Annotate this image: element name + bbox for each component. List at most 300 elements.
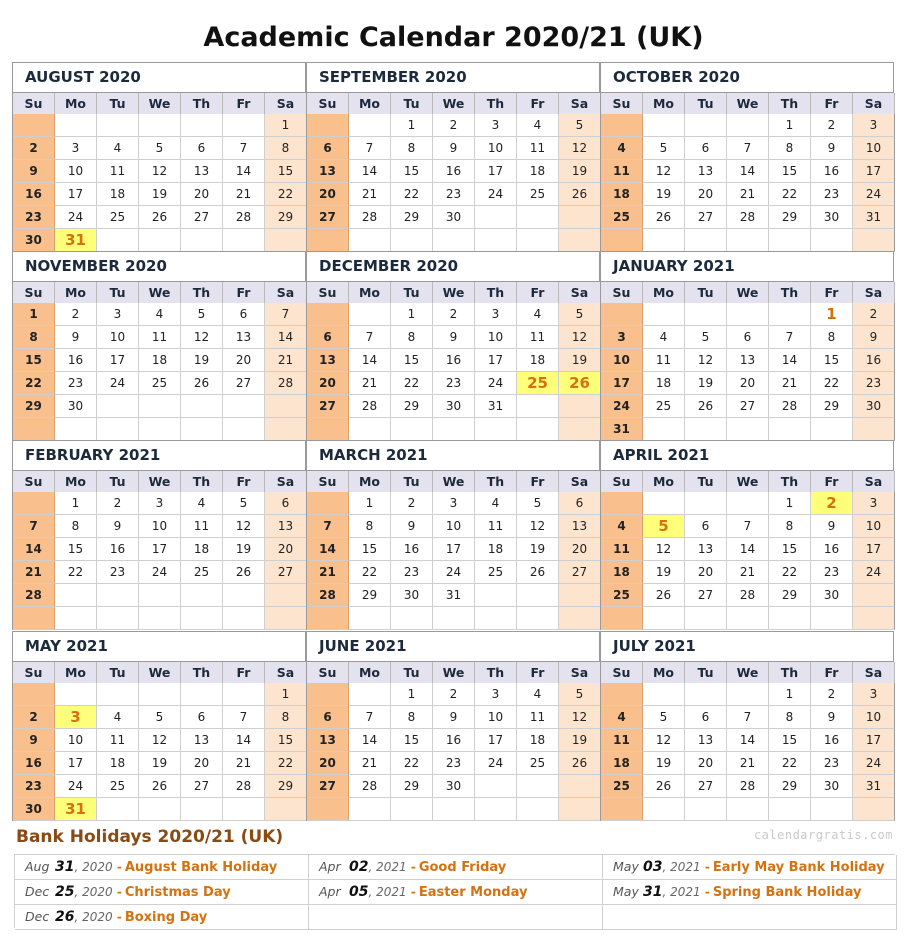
weekday-label: Sa	[265, 662, 307, 684]
day-cell: 20	[181, 752, 223, 775]
day-cell: 8	[55, 515, 97, 538]
week-row	[307, 372, 600, 395]
day-cell: 7	[349, 326, 391, 349]
bank-holiday-row	[15, 905, 309, 930]
day-cell: 26	[643, 584, 685, 607]
day-cell: 7	[727, 706, 769, 729]
bank-holiday-row	[309, 905, 603, 930]
empty-day-cell	[265, 584, 307, 607]
empty-day-cell	[475, 206, 517, 229]
day-cell: 24	[601, 395, 643, 418]
day-cell: 17	[433, 538, 475, 561]
day-cell: 24	[55, 775, 97, 798]
empty-day-cell	[181, 607, 223, 630]
day-cell: 30	[55, 395, 97, 418]
empty-day-cell	[769, 229, 811, 252]
day-cell: 4	[601, 515, 643, 538]
day-cell: 5	[643, 515, 685, 538]
day-cell: 3	[97, 303, 139, 326]
week-row	[307, 114, 600, 137]
day-cell: 17	[55, 752, 97, 775]
empty-day-cell	[559, 775, 601, 798]
weekday-label: Su	[601, 93, 643, 115]
week-row	[13, 418, 306, 441]
empty-day-cell	[349, 683, 391, 706]
week-row	[601, 492, 894, 515]
day-cell: 25	[475, 561, 517, 584]
month-name: JUNE 2021	[307, 632, 600, 661]
weekday-label: Tu	[391, 471, 433, 493]
day-cell: 24	[139, 561, 181, 584]
day-cell: 5	[559, 683, 601, 706]
empty-day-cell	[685, 492, 727, 515]
day-cell: 10	[97, 326, 139, 349]
day-cell: 13	[181, 729, 223, 752]
day-cell: 11	[181, 515, 223, 538]
day-cell: 2	[13, 706, 55, 729]
holiday-separator: -	[700, 885, 710, 899]
week-row	[601, 683, 894, 706]
day-cell: 22	[769, 183, 811, 206]
weekday-label: Su	[601, 662, 643, 684]
empty-day-cell	[769, 607, 811, 630]
week-row	[307, 303, 600, 326]
week-row	[13, 206, 306, 229]
day-cell: 25	[139, 372, 181, 395]
day-cell: 28	[349, 775, 391, 798]
month-name: MARCH 2021	[307, 441, 600, 470]
weekday-label: Tu	[97, 282, 139, 304]
day-cell: 22	[769, 752, 811, 775]
weekday-label: Sa	[265, 471, 307, 493]
day-cell: 5	[181, 303, 223, 326]
empty-day-cell	[853, 798, 895, 821]
day-cell: 13	[307, 349, 349, 372]
weekday-label: We	[433, 471, 475, 493]
day-cell: 21	[727, 561, 769, 584]
day-cell: 13	[685, 729, 727, 752]
empty-day-cell	[643, 418, 685, 441]
bank-holiday-row	[603, 855, 897, 880]
weekday-label: Fr	[811, 282, 853, 304]
day-cell: 10	[853, 137, 895, 160]
day-cell: 18	[517, 160, 559, 183]
week-row	[601, 114, 894, 137]
week-row	[13, 584, 306, 607]
empty-day-cell	[475, 418, 517, 441]
day-cell: 9	[433, 137, 475, 160]
day-cell: 6	[685, 515, 727, 538]
day-cell: 24	[475, 183, 517, 206]
weekday-label: Sa	[265, 282, 307, 304]
holiday-year: , 2021	[368, 860, 407, 874]
day-cell: 9	[391, 515, 433, 538]
day-cell: 27	[727, 395, 769, 418]
empty-day-cell	[181, 798, 223, 821]
day-cell: 2	[811, 492, 853, 515]
day-cell: 23	[55, 372, 97, 395]
day-cell: 11	[97, 729, 139, 752]
empty-day-cell	[475, 798, 517, 821]
day-cell: 26	[517, 561, 559, 584]
weekday-label: Th	[475, 282, 517, 304]
day-cell: 5	[559, 114, 601, 137]
day-cell: 25	[601, 584, 643, 607]
holiday-day: 25	[55, 884, 75, 900]
weekday-label: Su	[307, 282, 349, 304]
month-name: JULY 2021	[601, 632, 894, 661]
empty-day-cell	[307, 303, 349, 326]
day-cell: 29	[769, 206, 811, 229]
weekday-label: Tu	[685, 282, 727, 304]
week-row	[13, 137, 306, 160]
day-cell: 12	[139, 160, 181, 183]
day-cell: 29	[769, 584, 811, 607]
weekday-label: Sa	[853, 471, 895, 493]
empty-day-cell	[265, 395, 307, 418]
week-row	[13, 775, 306, 798]
week-row	[13, 538, 306, 561]
empty-day-cell	[139, 798, 181, 821]
day-cell: 18	[517, 729, 559, 752]
day-cell: 28	[727, 584, 769, 607]
holiday-separator: -	[112, 885, 122, 899]
day-cell: 15	[811, 349, 853, 372]
day-cell: 19	[181, 349, 223, 372]
weekday-label: We	[727, 662, 769, 684]
day-cell: 4	[97, 137, 139, 160]
day-cell: 18	[181, 538, 223, 561]
holiday-separator: -	[406, 885, 416, 899]
empty-day-cell	[727, 303, 769, 326]
empty-day-cell	[517, 607, 559, 630]
bank-holidays-column	[15, 855, 309, 930]
holiday-year: , 2021	[662, 885, 701, 899]
day-cell: 16	[13, 752, 55, 775]
day-cell: 9	[433, 706, 475, 729]
week-row	[13, 706, 306, 729]
day-cell: 27	[181, 206, 223, 229]
week-row	[601, 137, 894, 160]
empty-day-cell	[643, 683, 685, 706]
day-cell: 3	[601, 326, 643, 349]
empty-day-cell	[517, 798, 559, 821]
day-cell: 3	[475, 114, 517, 137]
day-cell: 20	[307, 752, 349, 775]
week-row	[307, 183, 600, 206]
weekday-label: Fr	[223, 282, 265, 304]
empty-day-cell	[559, 607, 601, 630]
empty-day-cell	[727, 492, 769, 515]
empty-day-cell	[643, 229, 685, 252]
weekday-label: We	[727, 93, 769, 115]
day-cell: 11	[601, 729, 643, 752]
day-cell: 11	[517, 706, 559, 729]
holiday-day: 05	[349, 884, 369, 900]
empty-day-cell	[223, 683, 265, 706]
day-cell: 15	[391, 729, 433, 752]
weekday-label: Tu	[97, 662, 139, 684]
day-cell: 29	[391, 775, 433, 798]
day-cell: 28	[769, 395, 811, 418]
week-row	[307, 515, 600, 538]
week-row	[13, 492, 306, 515]
day-cell: 21	[349, 752, 391, 775]
week-row	[13, 229, 306, 252]
day-cell: 8	[349, 515, 391, 538]
holiday-separator: -	[406, 860, 416, 874]
weekday-label: Tu	[391, 662, 433, 684]
empty-day-cell	[139, 683, 181, 706]
empty-day-cell	[391, 798, 433, 821]
day-cell: 13	[559, 515, 601, 538]
bank-holiday-row	[309, 880, 603, 905]
empty-day-cell	[349, 418, 391, 441]
holiday-year: , 2021	[662, 860, 701, 874]
brand-watermark: calendargratis.com	[753, 828, 893, 842]
empty-day-cell	[97, 418, 139, 441]
day-cell: 28	[223, 206, 265, 229]
empty-day-cell	[727, 229, 769, 252]
empty-day-cell	[307, 418, 349, 441]
day-cell: 30	[811, 775, 853, 798]
empty-day-cell	[559, 229, 601, 252]
empty-day-cell	[727, 418, 769, 441]
weekday-label: Sa	[853, 662, 895, 684]
empty-day-cell	[307, 492, 349, 515]
day-cell: 9	[433, 326, 475, 349]
day-cell: 7	[13, 515, 55, 538]
day-cell: 16	[853, 349, 895, 372]
week-row	[13, 303, 306, 326]
day-cell: 6	[181, 706, 223, 729]
empty-day-cell	[517, 418, 559, 441]
empty-day-cell	[13, 492, 55, 515]
empty-day-cell	[643, 607, 685, 630]
bank-holidays-title: Bank Holidays 2020/21 (UK)	[16, 827, 284, 847]
day-cell: 8	[769, 137, 811, 160]
day-cell: 13	[265, 515, 307, 538]
day-cell: 17	[475, 160, 517, 183]
holiday-day: 31	[55, 859, 75, 875]
week-row	[601, 206, 894, 229]
day-cell: 26	[223, 561, 265, 584]
day-cell: 24	[433, 561, 475, 584]
day-cell: 5	[643, 137, 685, 160]
empty-day-cell	[811, 798, 853, 821]
day-cell: 27	[559, 561, 601, 584]
day-cell: 28	[223, 775, 265, 798]
day-cell: 9	[97, 515, 139, 538]
day-cell: 22	[391, 752, 433, 775]
weekday-header-row	[601, 661, 894, 683]
day-cell: 13	[307, 160, 349, 183]
day-cell: 7	[223, 706, 265, 729]
day-cell: 8	[769, 706, 811, 729]
weekday-label: We	[433, 282, 475, 304]
week-row	[13, 326, 306, 349]
day-cell: 16	[433, 349, 475, 372]
day-cell: 2	[433, 683, 475, 706]
day-cell: 31	[433, 584, 475, 607]
day-cell: 1	[391, 114, 433, 137]
weekday-header-row	[307, 92, 600, 114]
day-cell: 30	[853, 395, 895, 418]
day-cell: 2	[391, 492, 433, 515]
day-cell: 29	[391, 395, 433, 418]
weekday-label: Fr	[811, 471, 853, 493]
day-cell: 6	[307, 326, 349, 349]
day-cell: 23	[853, 372, 895, 395]
week-row	[307, 418, 600, 441]
day-cell: 28	[349, 206, 391, 229]
month-calendar	[600, 631, 894, 821]
day-cell: 10	[853, 515, 895, 538]
day-cell: 18	[97, 752, 139, 775]
empty-day-cell	[223, 418, 265, 441]
empty-day-cell	[685, 229, 727, 252]
day-cell: 2	[853, 303, 895, 326]
day-cell: 14	[265, 326, 307, 349]
day-cell: 16	[811, 729, 853, 752]
weekday-label: Th	[769, 662, 811, 684]
empty-day-cell	[349, 798, 391, 821]
day-cell: 30	[391, 584, 433, 607]
empty-day-cell	[55, 584, 97, 607]
week-row	[601, 752, 894, 775]
week-row	[307, 607, 600, 630]
day-cell: 25	[601, 206, 643, 229]
weekday-label: Mo	[55, 93, 97, 115]
day-cell: 21	[307, 561, 349, 584]
day-cell: 22	[769, 561, 811, 584]
weekday-label: Su	[601, 471, 643, 493]
holiday-name: Easter Monday	[418, 885, 528, 900]
day-cell: 12	[559, 326, 601, 349]
holiday-name: Spring Bank Holiday	[712, 885, 862, 900]
weekday-label: Fr	[517, 282, 559, 304]
empty-day-cell	[811, 607, 853, 630]
day-cell: 19	[139, 183, 181, 206]
day-cell: 5	[685, 326, 727, 349]
day-cell: 3	[55, 137, 97, 160]
day-cell: 8	[391, 326, 433, 349]
weekday-label: Mo	[643, 662, 685, 684]
week-row	[13, 515, 306, 538]
day-cell: 20	[727, 372, 769, 395]
empty-day-cell	[643, 798, 685, 821]
day-cell: 20	[265, 538, 307, 561]
day-cell: 10	[475, 137, 517, 160]
empty-day-cell	[223, 798, 265, 821]
day-cell: 9	[55, 326, 97, 349]
bank-holiday-row	[15, 855, 309, 880]
weekday-header-row	[601, 92, 894, 114]
bank-holiday-row	[15, 880, 309, 905]
day-cell: 2	[55, 303, 97, 326]
empty-day-cell	[685, 683, 727, 706]
day-cell: 16	[811, 160, 853, 183]
week-row	[307, 229, 600, 252]
day-cell: 31	[475, 395, 517, 418]
empty-day-cell	[853, 418, 895, 441]
day-cell: 11	[601, 160, 643, 183]
week-row	[13, 372, 306, 395]
empty-day-cell	[13, 683, 55, 706]
day-cell: 24	[97, 372, 139, 395]
day-cell: 30	[811, 206, 853, 229]
day-cell: 29	[391, 206, 433, 229]
week-row	[601, 538, 894, 561]
day-cell: 12	[559, 137, 601, 160]
day-cell: 18	[601, 561, 643, 584]
day-cell: 28	[13, 584, 55, 607]
day-cell: 7	[349, 706, 391, 729]
day-cell: 26	[643, 206, 685, 229]
bank-holiday-row	[309, 855, 603, 880]
day-cell: 28	[727, 206, 769, 229]
day-cell: 17	[475, 349, 517, 372]
day-cell: 29	[265, 775, 307, 798]
weekday-label: Fr	[517, 471, 559, 493]
day-cell: 22	[55, 561, 97, 584]
empty-day-cell	[13, 607, 55, 630]
holiday-name: August Bank Holiday	[124, 860, 278, 875]
holiday-month: May	[613, 884, 639, 899]
day-cell: 3	[853, 683, 895, 706]
day-cell: 12	[643, 538, 685, 561]
empty-day-cell	[517, 206, 559, 229]
weekday-label: Tu	[685, 93, 727, 115]
day-cell: 1	[811, 303, 853, 326]
day-cell: 25	[97, 775, 139, 798]
week-row	[601, 395, 894, 418]
day-cell: 12	[139, 729, 181, 752]
day-cell: 23	[811, 183, 853, 206]
day-cell: 9	[853, 326, 895, 349]
day-cell: 1	[769, 492, 811, 515]
day-cell: 16	[55, 349, 97, 372]
day-cell: 19	[643, 561, 685, 584]
month-name: OCTOBER 2020	[601, 63, 894, 92]
month-calendar	[306, 631, 600, 821]
weekday-label: Sa	[559, 93, 601, 115]
month-calendar	[12, 62, 306, 252]
empty-day-cell	[769, 303, 811, 326]
empty-day-cell	[517, 775, 559, 798]
empty-day-cell	[811, 229, 853, 252]
weekday-header-row	[13, 281, 306, 303]
day-cell: 27	[685, 584, 727, 607]
weekday-label: Su	[307, 93, 349, 115]
day-cell: 5	[517, 492, 559, 515]
weekday-label: Su	[13, 662, 55, 684]
day-cell: 28	[727, 775, 769, 798]
empty-day-cell	[685, 798, 727, 821]
empty-day-cell	[55, 418, 97, 441]
day-cell: 27	[307, 395, 349, 418]
day-cell: 15	[349, 538, 391, 561]
empty-day-cell	[517, 584, 559, 607]
empty-day-cell	[643, 492, 685, 515]
holiday-month: Dec	[25, 909, 50, 924]
day-cell: 19	[559, 160, 601, 183]
empty-day-cell	[601, 229, 643, 252]
day-cell: 28	[307, 584, 349, 607]
day-cell: 23	[433, 372, 475, 395]
empty-day-cell	[55, 683, 97, 706]
day-cell: 17	[853, 160, 895, 183]
